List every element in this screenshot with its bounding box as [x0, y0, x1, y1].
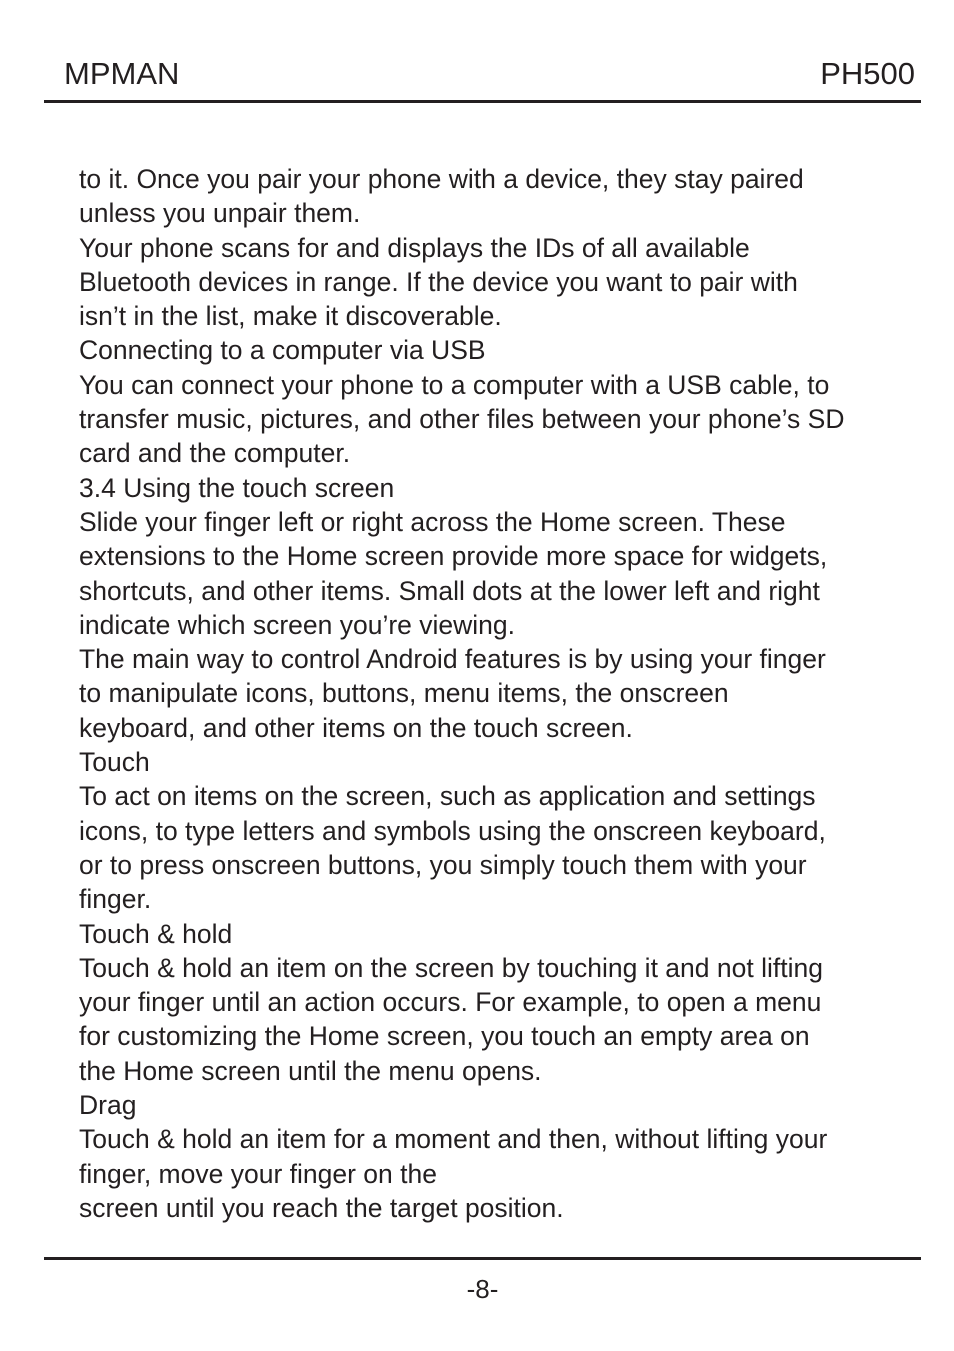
text-line: for customizing the Home screen, you touch an empty area on — [79, 1021, 810, 1052]
model-name: PH500 — [820, 56, 915, 91]
text-line: screen until you reach the target position. — [79, 1192, 564, 1223]
text-line: or to press onscreen buttons, you simply touch them with your — [79, 849, 807, 880]
text-line: finger, move your finger on the — [79, 1158, 437, 1189]
section-heading-drag: Drag — [79, 1090, 137, 1121]
text-line: Touch & hold an item on the screen by touching it and not lifting — [79, 952, 823, 983]
section-heading-usb: Connecting to a computer via USB — [79, 335, 486, 366]
text-line: card and the computer. — [79, 438, 351, 469]
brand-name: MPMAN — [64, 56, 180, 91]
text-line: to it. Once you pair your phone with a device, they stay paired — [79, 164, 804, 194]
page-header — [44, 52, 921, 103]
text-line: shortcuts, and other items. Small dots at the lower left and right — [79, 575, 820, 606]
body-text — [79, 162, 909, 1225]
text-line: You can connect your phone to a computer with a USB cable, to — [79, 369, 830, 400]
text-line: to manipulate icons, buttons, menu items, the onscreen — [79, 678, 729, 709]
text-line: indicate which screen you’re viewing. — [79, 609, 515, 640]
text-line: The main way to control Android features is by using your finger — [79, 644, 826, 675]
text-line: your finger until an action occurs. For example, to open a menu — [79, 987, 822, 1018]
section-heading-touch-hold: Touch & hold — [79, 918, 233, 949]
text-line: keyboard, and other items on the touch screen. — [79, 712, 633, 743]
text-line: To act on items on the screen, such as application and settings — [79, 781, 816, 812]
text-line: finger. — [79, 884, 152, 915]
text-line: Your phone scans for and displays the IDs of all available — [79, 232, 750, 263]
text-line: isn’t in the list, make it discoverable. — [79, 301, 502, 332]
text-line: the Home screen until the menu opens. — [79, 1055, 542, 1086]
text-line: extensions to the Home screen provide more space for widgets, — [79, 541, 828, 572]
text-line: Touch & hold an item for a moment and then, without lifting your — [79, 1124, 828, 1155]
text-line: Bluetooth devices in range. If the device you want to pair with — [79, 266, 798, 297]
page-number: -8- — [466, 1274, 499, 1304]
section-heading-touch-screen: 3.4 Using the touch screen — [79, 472, 395, 503]
text-line: transfer music, pictures, and other files between your phone’s SD — [79, 404, 845, 435]
footer-divider — [44, 1257, 921, 1260]
section-heading-touch: Touch — [79, 747, 150, 778]
text-line: unless you unpair them. — [79, 198, 361, 229]
text-line: Slide your finger left or right across the Home screen. These — [79, 506, 786, 537]
text-line: icons, to type letters and symbols using the onscreen keyboard, — [79, 815, 826, 846]
